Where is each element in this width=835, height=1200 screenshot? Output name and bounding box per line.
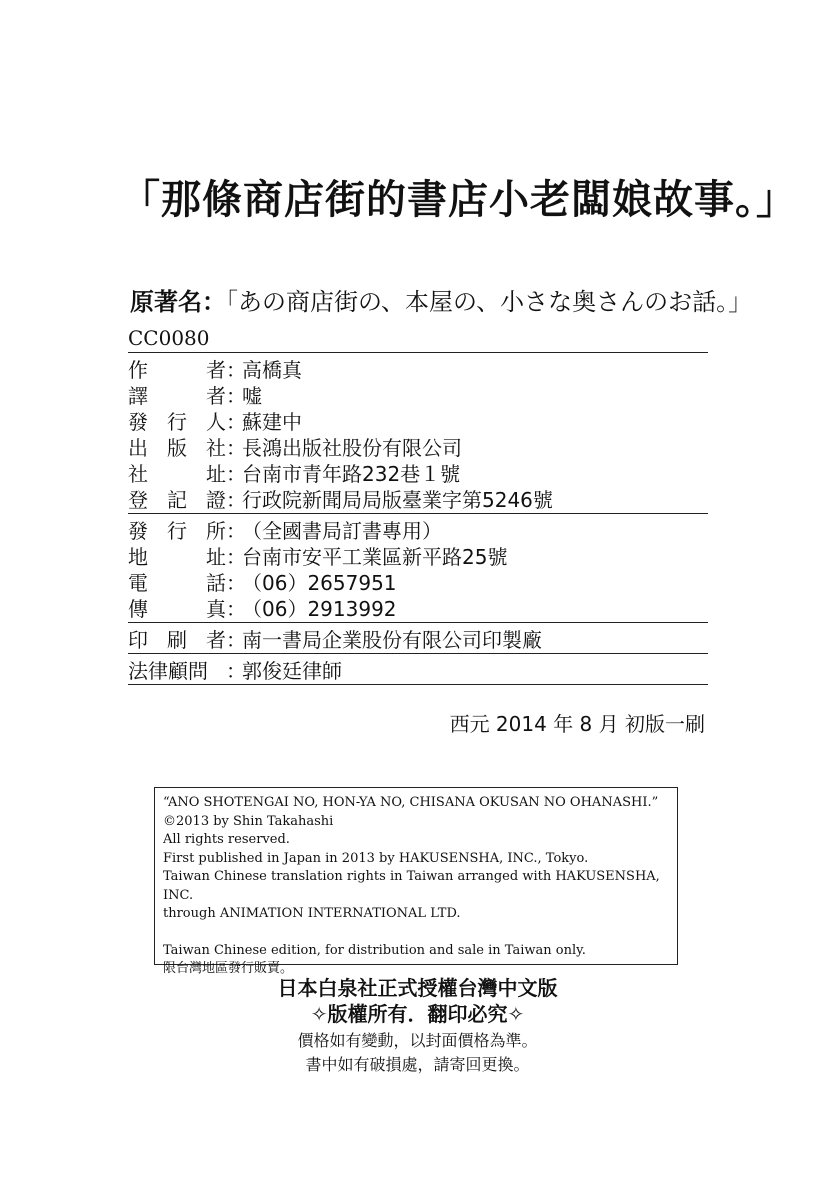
- copyright-line: ©2013 by Shin Takahashi: [163, 813, 334, 829]
- copyright-line: through ANIMATION INTERNATIONAL LTD.: [163, 906, 461, 921]
- info-row: [128, 485, 708, 511]
- info-value: 長鴻出版社股份有限公司: [242, 435, 462, 460]
- copyright-line: All rights reserved.: [163, 832, 290, 847]
- info-label-char: 發: [128, 409, 148, 434]
- info-label: [128, 380, 226, 409]
- info-colon: ：: [226, 383, 246, 408]
- info-label-char: 地: [128, 544, 148, 569]
- info-row: [128, 656, 708, 682]
- info-label-char: 社: [128, 461, 148, 486]
- info-colon: ：: [226, 518, 246, 543]
- copyright-line: 限台灣地區發行販賣。: [163, 961, 294, 976]
- info-label: [128, 624, 226, 653]
- info-row: [128, 433, 708, 459]
- info-label-char: 印: [128, 627, 148, 652]
- info-colon: ：: [226, 357, 246, 382]
- info-label-char: 行: [167, 409, 187, 434]
- price-note: 價格如有變動，以封面價格為準。: [297, 1031, 538, 1050]
- publication-info: [128, 350, 708, 687]
- info-label-char: 作: [128, 357, 148, 382]
- info-label-char: 譯: [128, 383, 148, 408]
- info-label: [128, 567, 226, 596]
- info-label-char: 刷: [167, 627, 187, 652]
- damage-note: 書中如有破損處，請寄回更換。: [305, 1055, 530, 1074]
- info-value: （06）2657951: [242, 570, 397, 595]
- info-label-char: 出: [128, 435, 148, 460]
- info-label: [128, 593, 226, 622]
- info-row: [128, 355, 708, 381]
- info-row: [128, 625, 708, 651]
- info-label-char: 者: [206, 357, 226, 382]
- info-colon: ：: [226, 409, 246, 434]
- info-label-char: 行: [167, 518, 187, 543]
- copyright-line: First published in Japan in 2013 by HAKUSENSHA, INC., Tokyo.: [163, 850, 589, 866]
- catalog-code: CC0080: [128, 326, 210, 350]
- info-row: [128, 542, 708, 568]
- info-label: [128, 484, 226, 513]
- info-value: 南一書局企業股份有限公司印製廠: [242, 627, 542, 652]
- info-row: [128, 516, 708, 542]
- info-label: [128, 458, 226, 487]
- info-colon: ：: [226, 461, 246, 486]
- info-label: [128, 432, 226, 461]
- book-title: 「那條商店街的書店小老闆娘故事。」: [120, 177, 797, 223]
- info-row: [128, 407, 708, 433]
- info-colon: ：: [226, 487, 246, 512]
- info-value: （全國書局訂書專用）: [242, 518, 442, 543]
- info-value: （06）2913992: [242, 596, 397, 621]
- authorization-statement: 日本白泉社正式授權台灣中文版: [277, 976, 558, 1000]
- info-colon: ：: [226, 570, 246, 595]
- info-colon: ：: [226, 596, 246, 621]
- info-value: 台南市安平工業區新平路25號: [242, 544, 508, 569]
- info-label-char: 話: [206, 570, 226, 595]
- info-label-char: 所: [206, 518, 226, 543]
- info-value: 蘇建中: [242, 409, 302, 434]
- copyright-line: Taiwan Chinese translation rights in Taiwan arranged with HAKUSENSHA, INC.: [163, 869, 660, 903]
- info-value: 郭俊廷律師: [242, 658, 342, 683]
- info-label-char: 證: [206, 487, 226, 512]
- info-label-char: 人: [206, 409, 226, 434]
- info-colon: ：: [226, 627, 246, 652]
- info-value: 高橋真: [242, 357, 302, 382]
- info-colon: ：: [226, 544, 246, 569]
- info-label: [128, 541, 226, 570]
- info-label-char: 版: [167, 435, 187, 460]
- original-title-text: 「あの商店街の、本屋の、小さな奥さんのお話。」: [226, 288, 753, 316]
- info-row: [128, 381, 708, 407]
- info-label-char: 址: [206, 544, 226, 569]
- info-value: 嘘: [242, 383, 262, 408]
- edition-date: 西元 2014 年 8 月 初版一刷: [449, 712, 705, 736]
- info-label-char: 記: [167, 487, 187, 512]
- copyright-line: [163, 924, 669, 942]
- info-value: 台南市青年路232巷１號: [242, 461, 461, 486]
- info-label-char: 法律顧問: [128, 658, 208, 683]
- original-title-label: 原著名：: [130, 288, 226, 316]
- info-label: [128, 655, 226, 684]
- info-label-char: 電: [128, 570, 148, 595]
- copyright-box: [154, 787, 678, 976]
- copyright-line: Taiwan Chinese edition, for distribution and sale in Taiwan only.: [163, 942, 586, 958]
- info-label: [128, 406, 226, 435]
- info-label-char: 真: [206, 596, 226, 621]
- info-label-char: 登: [128, 487, 148, 512]
- info-label-char: 者: [206, 383, 226, 408]
- info-colon: ：: [226, 435, 246, 460]
- info-label-char: 者: [206, 627, 226, 652]
- info-label-char: 傳: [128, 596, 148, 621]
- info-row: [128, 594, 708, 620]
- original-title: [130, 282, 752, 317]
- info-value: 行政院新聞局局版臺業字第5246號: [242, 487, 553, 512]
- info-row: [128, 459, 708, 485]
- rights-reserved: ✧版權所有．翻印必究✧: [310, 1002, 525, 1026]
- info-label: [128, 515, 226, 544]
- info-label-char: 社: [206, 435, 226, 460]
- info-row: [128, 568, 708, 594]
- divider-line: [128, 684, 708, 685]
- copyright-line: “ANO SHOTENGAI NO, HON-YA NO, CHISANA OKUSAN NO OHANASHI.”: [163, 795, 659, 810]
- info-label-char: 址: [206, 461, 226, 486]
- info-label-char: 發: [128, 518, 148, 543]
- info-colon: ：: [226, 658, 246, 683]
- info-label: [128, 354, 226, 383]
